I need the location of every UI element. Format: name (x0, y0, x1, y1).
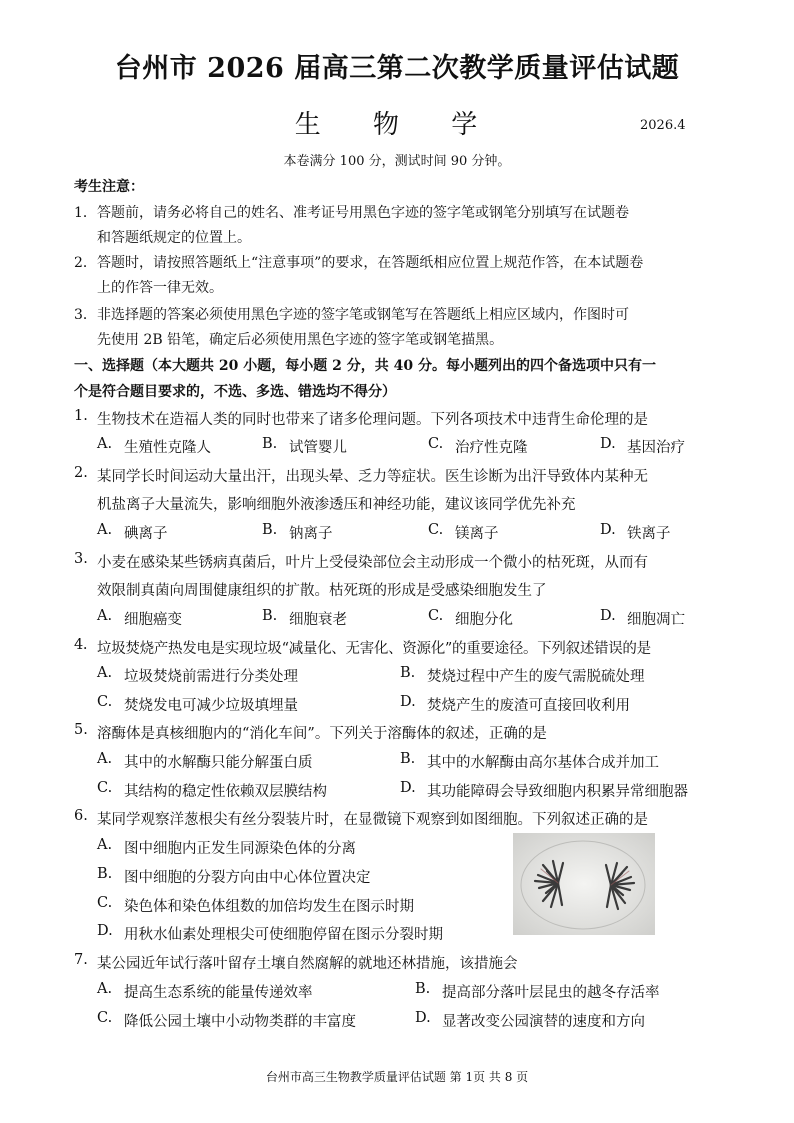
option-text: 细胞癌变 (124, 612, 182, 628)
option-label: C. (428, 608, 444, 624)
option-label: D. (400, 694, 416, 710)
option-label: B. (262, 608, 278, 624)
option-text: 细胞凋亡 (627, 612, 685, 628)
option-text: 其中的水解酶由高尔基体合成并加工 (427, 755, 659, 771)
notice-item-num: 3． (74, 307, 97, 323)
option-text: 细胞衰老 (289, 612, 347, 628)
option-text: 其功能障碍会导致细胞内积累异常细胞器 (427, 784, 688, 800)
notice-heading: 考生注意： (74, 179, 144, 195)
option-label: C. (97, 780, 113, 796)
notice-item-num: 1． (74, 205, 97, 221)
question-number: 4. (74, 637, 88, 653)
question-stem: 小麦在感染某些锈病真菌后，叶片上受侵染部位会主动形成一个微小的枯死斑，从而有 (97, 555, 648, 571)
subject-title: 生 物 学 (294, 110, 500, 140)
option-text: 焚烧过程中产生的废气需脱硫处理 (427, 669, 645, 685)
option-label: C. (428, 522, 444, 538)
notice-item-line: 非选择题的答案必须使用黑色字迹的签字笔或钢笔写在答题纸上相应区域内，作图时可 (97, 307, 629, 323)
option-text: 其中的水解酶只能分解蛋白质 (124, 755, 313, 771)
option-label: C. (97, 694, 113, 710)
option-label: D. (600, 436, 616, 452)
option-label: A. (97, 608, 113, 624)
option-label: B. (400, 751, 416, 767)
notice-item-line: 上的作答一律无效。 (97, 280, 223, 296)
question-number: 1. (74, 408, 88, 424)
option-text: 图中细胞的分裂方向由中心体位置决定 (124, 870, 371, 886)
option-text: 治疗性克隆 (455, 440, 528, 456)
notice-item-line: 答题前，请务必将自己的姓名、准考证号用黑色字迹的签字笔或钢笔分别填写在试题卷 (97, 205, 629, 221)
option-label: B. (97, 866, 113, 882)
option-label: B. (415, 981, 431, 997)
anaphase-cell-micrograph (513, 833, 655, 935)
option-text: 提高生态系统的能量传递效率 (124, 985, 313, 1001)
option-text: 染色体和染色体组数的加倍均发生在图示时期 (124, 899, 414, 915)
notice-item-line: 先使用 2B 铅笔，确定后必须使用黑色字迹的签字笔或钢笔描黑。 (97, 332, 504, 348)
option-text: 碘离子 (124, 526, 168, 542)
option-label: D. (600, 522, 616, 538)
score-note: 本卷满分 100 分，测试时间 90 分钟。 (283, 154, 511, 169)
option-label: B. (262, 522, 278, 538)
question-stem: 机盐离子大量流失，影响细胞外液渗透压和神经功能，建议该同学优先补充 (97, 497, 576, 513)
option-text: 降低公园土壤中小动物类群的丰富度 (124, 1014, 356, 1030)
option-label: A. (97, 837, 113, 853)
micrograph-drawing (513, 833, 655, 935)
option-label: D. (600, 608, 616, 624)
option-text: 基因治疗 (627, 440, 685, 456)
section-heading-line2: 个是符合题目要求的，不选、多选、错选均不得分） (74, 384, 396, 400)
option-text: 试管婴儿 (289, 440, 347, 456)
option-label: A. (97, 436, 113, 452)
question-number: 5. (74, 722, 88, 738)
option-label: B. (400, 665, 416, 681)
option-text: 细胞分化 (455, 612, 513, 628)
question-stem: 垃圾焚烧产热发电是实现垃圾“减量化、无害化、资源化”的重要途径。下列叙述错误的是 (97, 641, 651, 657)
option-label: C. (97, 1010, 113, 1026)
option-text: 垃圾焚烧前需进行分类处理 (124, 669, 298, 685)
question-stem: 某同学长时间运动大量出汗，出现头晕、乏力等症状。医生诊断为出汗导致体内某种无 (97, 469, 648, 485)
option-label: A. (97, 665, 113, 681)
option-text: 生殖性克隆人 (124, 440, 211, 456)
notice-item-line: 和答题纸规定的位置上。 (97, 230, 251, 246)
option-text: 钠离子 (289, 526, 333, 542)
option-label: B. (262, 436, 278, 452)
notice-item-line: 答题时，请按照答题纸上“注意事项”的要求，在答题纸相应位置上规范作答，在本试题卷 (97, 255, 644, 271)
option-text: 其结构的稳定性依赖双层膜结构 (124, 784, 327, 800)
option-label: C. (428, 436, 444, 452)
option-label: D. (415, 1010, 431, 1026)
option-text: 图中细胞内正发生同源染色体的分离 (124, 841, 356, 857)
question-stem: 生物技术在造福人类的同时也带来了诸多伦理问题。下列各项技术中违背生命伦理的是 (97, 412, 648, 428)
option-text: 铁离子 (627, 526, 671, 542)
question-stem: 某同学观察洋葱根尖有丝分裂装片时，在显微镜下观察到如图细胞。下列叙述正确的是 (97, 812, 648, 828)
notice-item-num: 2． (74, 255, 97, 271)
option-text: 镁离子 (455, 526, 499, 542)
question-stem: 效限制真菌向周围健康组织的扩散。枯死斑的形成是受感染细胞发生了 (97, 583, 547, 599)
option-label: D. (97, 923, 113, 939)
question-stem: 某公园近年试行落叶留存土壤自然腐解的就地还林措施，该措施会 (97, 956, 518, 972)
exam-date: 2026.4 (640, 118, 686, 133)
question-number: 3. (74, 551, 88, 567)
option-label: A. (97, 981, 113, 997)
exam-title: 台州市 2026 届高三第二次教学质量评估试题 (114, 53, 680, 84)
option-text: 焚烧发电可减少垃圾填埋量 (124, 698, 298, 714)
option-label: D. (400, 780, 416, 796)
option-text: 提高部分落叶层昆虫的越冬存活率 (442, 985, 660, 1001)
option-label: C. (97, 895, 113, 911)
option-text: 焚烧产生的废渣可直接回收利用 (427, 698, 630, 714)
section-heading-line1: 一、选择题（本大题共 20 小题，每小题 2 分，共 40 分。每小题列出的四个备选项中只有一 (74, 358, 656, 374)
question-number: 7. (74, 952, 88, 968)
option-label: A. (97, 522, 113, 538)
option-label: A. (97, 751, 113, 767)
question-stem: 溶酶体是真核细胞内的“消化车间”。下列关于溶酶体的叙述，正确的是 (97, 726, 547, 742)
page-footer: 台州市高三生物教学质量评估试题 第 1页 共 8 页 (265, 1070, 529, 1084)
option-text: 用秋水仙素处理根尖可使细胞停留在图示分裂时期 (124, 927, 443, 943)
option-text: 显著改变公园演替的速度和方向 (442, 1014, 645, 1030)
question-number: 2. (74, 465, 88, 481)
question-number: 6. (74, 808, 88, 824)
